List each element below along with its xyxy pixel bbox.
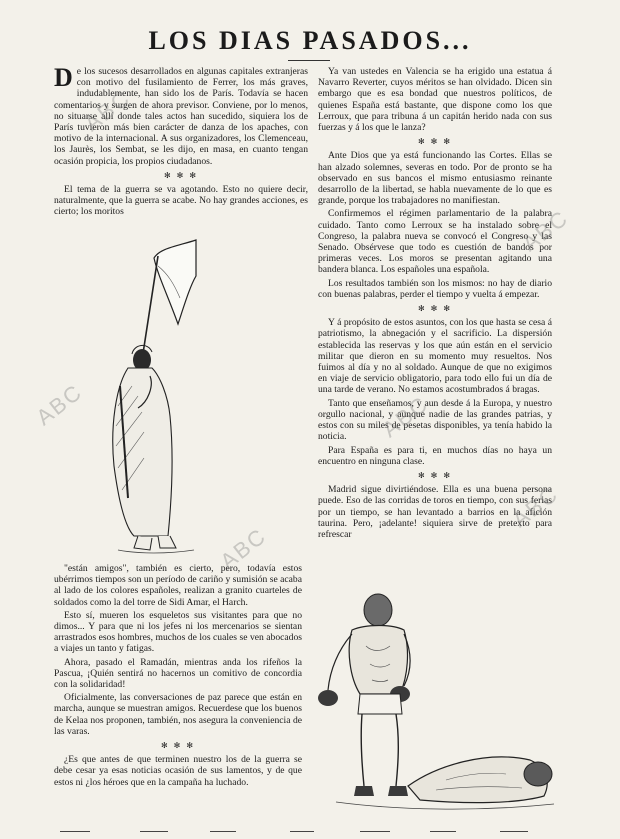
section-separator: ✻ ✻ ✻ <box>417 137 453 147</box>
paragraph: Los resultados también son los mismos: no hay de diario con buenas palabras, perder el tiempo y vuelta á empezar. <box>318 277 552 300</box>
left-column <box>54 63 308 220</box>
paragraph: Esto sí, mueren los esqueletos sus visitantes para que no dimos... Y para que ni los jefes ni los mercenarios se sientan arrastrados esos hombres, muchos de los cuales se ven abocados a viajes un tanto y fatigas. <box>54 609 302 655</box>
paragraph: Y á propósito de estos asuntos, con los que hasta se cesa á patriotismo, la abnegación y el sacrificio. La dispersión establecida las reservas y los que aún están en el servicio militar que dieron en su momento muy resueltos. Nos fuimos al día y no al soldado. Aunque de que no exigimos en viaje de servicio obligatorio, para todo ello fui un día de una tarde de verano. No estamos acostumbrados á bragas. <box>318 317 552 396</box>
watermark: ABC <box>31 378 88 431</box>
page-title: LOS DIAS PASADOS... <box>148 26 472 55</box>
title-divider <box>288 60 330 61</box>
paragraph: Confirmemos el régimen parlamentario de la palabra cuidado. Tanto como Lerroux se ha instalado sobre el Congreso, la palabra nueva se convocó el Congreso y las Senado. Obsérvese que todo es cuestión de bandos por primeras veces. Los moros se presentan agitando una bandera blanca. Los españoles una española. <box>318 208 552 276</box>
watermark: ABC <box>517 204 574 257</box>
paragraph: Ante Dios que ya está funcionando las Cortes. Ellas se han alzado solemnes, severas en todo. Por de pronto se ha observado en sus bancos el mismo entusiasmo reinante desarrollo de la libertad, se habla nuevamente de lo que es grande, porque los trabajadores no manifiestan. <box>318 150 552 207</box>
paragraph: Ahora, pasado el Ramadán, mientras anda los rifeños la Pascua, ¡Quién sentirá no hacernos un comitivo de concordia con la solidaridad! <box>54 656 302 691</box>
watermark: ABC <box>215 522 272 575</box>
paragraph: Madrid sigue divirtiéndose. Ella es una buena persona puede. Eso de las corridas de toros en tiempo, con sus ferias por un tiempo, se han levantado a barrios en la afición taurina. Pero, ¡adelante! siquiera sirve de pretexto para refrescar <box>318 484 552 540</box>
right-column <box>318 66 552 542</box>
boxer-over-opponent-illustration <box>316 590 558 820</box>
watermark: ABC <box>507 480 564 533</box>
paragraph: Para España es para ti, en muchos días no haya un encuentro en ninguna clase. <box>318 444 552 467</box>
section-separator: ✻ ✻ ✻ <box>417 304 453 314</box>
paragraph: ¿Es que antes de que terminen nuestro los de la guerra se debe cesar ya esas noticias ocasión de sus lamentos, y de que estos ni ¿los héroes que en la campaña ha luchado. <box>54 754 302 788</box>
moor-with-white-flag-illustration <box>98 236 198 554</box>
bottom-left-column <box>54 563 302 790</box>
section-separator: ✻ ✻ ✻ <box>160 741 196 751</box>
paragraph: Oficialmente, las conversaciones de paz parece que están en marcha, aunque se muestran amigos. Recuerdese que los buenos de Kelaa nos proponen, también, nos asegura la conveniencia de las varas. <box>54 692 302 737</box>
section-separator: ✻ ✻ ✻ <box>417 470 453 480</box>
bottom-edge-marks <box>0 831 620 839</box>
watermark: ABC <box>377 390 434 443</box>
drop-cap: D <box>54 63 73 92</box>
section-separator: ✻ ✻ ✻ <box>163 170 199 180</box>
paragraph: Ya van ustedes en Valencia se ha erigido una estatua á Navarro Reverter, cuyos méritos se han olvidado. Dicen sin embargo que es esa bondad que nuestros políticos, de quienes España está bastante, que dispone como los que Lerroux, que para tribuna á un capitán herido nada con sus fuerzas y á los que le lanza? <box>318 66 552 134</box>
paragraph: "están amigos", también es cierto, pero, todavía estos ubérrimos tiempos son un período de cariño y sumisión se acaba al lado de los colores españoles, realizan a granito cuarteles de soldados como la del torre de Sidi Amar, el Harch. <box>54 563 302 608</box>
watermark: ABC <box>79 84 136 137</box>
paragraph: e los sucesos desarrollados en algunas capitales extranjeras con motivo del fusilamiento de Ferrer, los más graves, indudablemente, han sido los de París. Todavía se hacen comentarios y surgen de ahora previsor. Conviene, por lo menos, no situarse allí donde tales actos han sucedido, siquiera los de París tuvieron más bien carácter de danza de los apaches, con motivo de la internacional. A sus organizadores, los Clemenceau, los Jaurès, los Sembat, se les dijo, en masa, en cuanto tengan ocasión propicia, los propios ciudadanos. <box>54 66 308 167</box>
paragraph: Tanto que enseñamos, y aun desde á la Europa, y nuestro orgullo nacional, y aunque nadie de las grandes patrias, y estos con su miles de pesetas disponibles, ya tenía habido la noticia. <box>318 397 552 443</box>
paragraph: El tema de la guerra se va agotando. Esto no quiere decir, naturalmente, que la guerra se acabe. No hay grandes acciones, es cierto; los moritos <box>54 184 308 218</box>
